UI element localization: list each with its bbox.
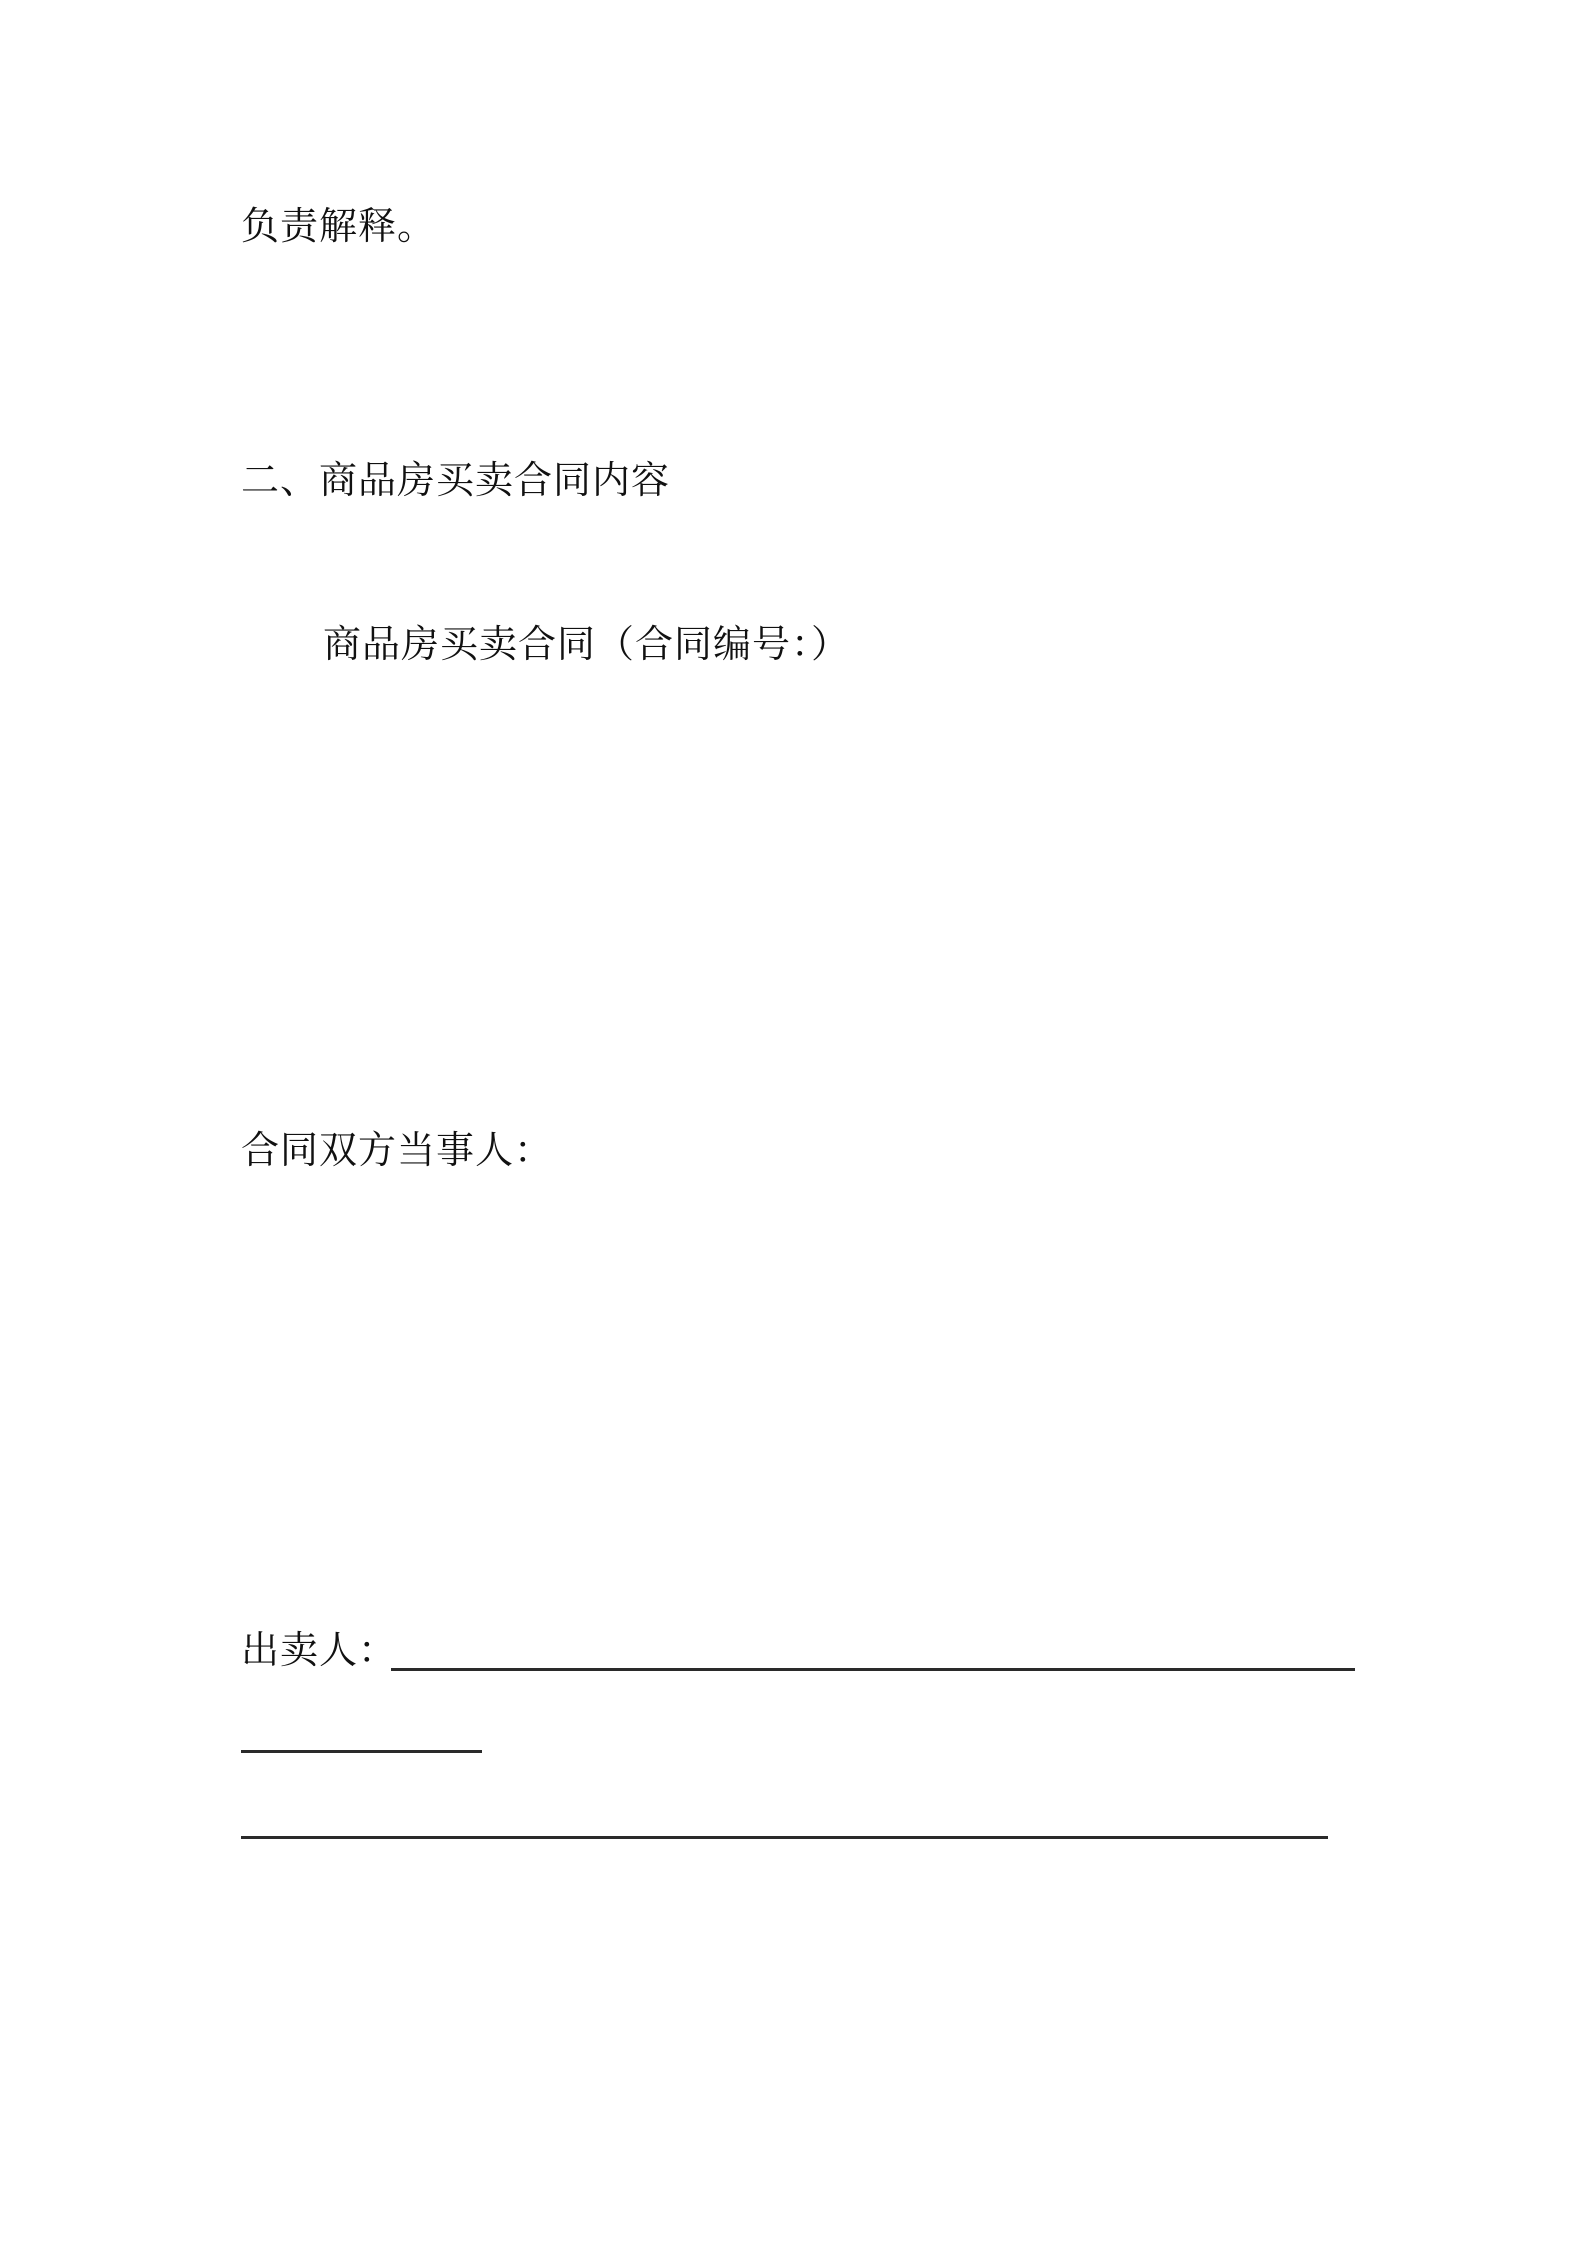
contract-title: 商品房买卖合同（合同编号：） xyxy=(323,622,851,666)
seller-fill-line xyxy=(391,1668,1355,1671)
section-heading: 二、商品房买卖合同内容 xyxy=(241,458,671,502)
seller-fill-line-continued xyxy=(241,1750,482,1753)
blank-fill-line xyxy=(241,1836,1328,1839)
continuation-text: 负责解释。 xyxy=(241,204,437,248)
seller-label: 出卖人： xyxy=(241,1628,398,1672)
parties-heading: 合同双方当事人： xyxy=(241,1128,554,1172)
